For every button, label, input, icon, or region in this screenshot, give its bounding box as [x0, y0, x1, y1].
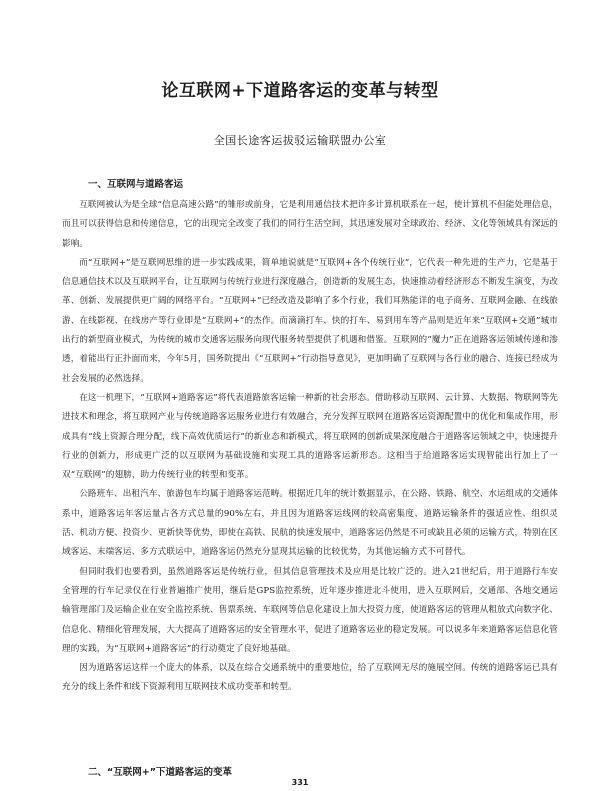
- section-heading-2: 二、“互联网+”下道路客运的变革: [88, 767, 232, 778]
- section-heading-1: 一、互联网与道路客运: [88, 179, 184, 190]
- paragraph: 而“互联网+”是互联网思维的进一步实践成果，简单地说就是“互联网+各个传统行业”，它代表一种先进的生产力，它是基于信息通信技术以及互联网平台，让互联网与传统行业进行深度融合，创造新的发展生态，快速推动着经济形态不断发生演变，为改革、创新、发展提供更广阔的网络平台。“互联网+”已经改造及影响了多个行业，我们耳熟能详的电子商务、互联网金融、在线旅游、在线影视、在线房产等行业即是“互联网+”的杰作。而滴滴打车、快的打车、易到用车等产品则是近年来“互联网+交通”城市出行的新型商业模式，为传统的城市交通客运服务向现代服务转型提供了机遇和借鉴。互联网的“魔力”正在道路客运领域传递和渗透，着能出行正扑面而来，今年5月，国务院提出《“互联网+”行动指导意见》，更加明确了互联网与各行业的融合、连接已经成为社会发展的必然选择。: [62, 257, 558, 384]
- paper-title: 论互联网+下道路客运的变革与转型: [161, 81, 439, 101]
- body-text: [62, 196, 558, 698]
- paragraph: 在这一机理下，“互联网+道路客运”将代表道路旅客运输一种新的社会形态。借助移动互联网、云计算、大数据、物联网等先进技术和理念，将互联网产业与传统道路客运服务业进行有效融合，充分发挥互联网在道路客运资源配置中的优化和集成作用，形成具有“线上资源合理分配，线下高效优质运行”的新业态和新模式，将互联网的创新成果深度融合于道路客运领域之中，快速提升行业的创新力，形成更广泛的以互联网为基础设施和实现工具的道路客运新形态。这相当于给道路客运实现智能出行加上了一双“互联网”的翅膀，助力传统行业的转型和变革。: [62, 392, 558, 481]
- author-line: 全国长途客运拔驳运输联盟办公室: [213, 134, 387, 147]
- page-number: 331: [291, 778, 309, 787]
- paragraph: 因为道路客运这样一个庞大的体系，以及在综合交通系统中的重要地位，给了互联网无尽的施展空间。传统的道路客运已具有充分的线上条件和线下资源利用互联网技术成功变革和转型。: [62, 663, 558, 693]
- paragraph: 互联网被认为是全球“信息高速公路”的雏形或前身，它是利用通信技术把许多计算机联系在一起，使计算机不但能处理信息，而且可以获得信息和传递信息，它的出现完全改变了我们的同行生活空间，其迅速发展对全球政治、经济、文化等领域具有深远的影响。: [62, 200, 558, 249]
- paragraph: 公路班车、出租汽车、旅游包车均属于道路客运范畴。根据近几年的统计数据显示，在公路、铁路、航空、水运组成的交通体系中，道路客运年客运量占各方式总量的90%左右，并且因为道路客运线网的较高密集度、道路运输条件的强适应性、组织灵活、机动方便、投资少、更新快等优势，即使在高铁、民航的快速发展中，道路客运仍然是不可或缺且必须的运输方式，特别在区域客运、末端客运、多方式联运中，道路客运仍然充分显现其运输的比较优势，为其他运输方式不可替代。: [62, 489, 558, 558]
- paragraph: 但同时我们也要看到，虽然道路客运是传统行业，但其信息管理技术及应用是比较广泛的。进入21世纪后，用于道路行车安全管理的行车记录仪在行业普遍推广使用，继后是GPS监控系统，近年逐步推进北斗使用，进入互联网后，交通部、各地交通运输管理部门及运输企业在安全监控系统、售票系统、车联网等信息化建设上加大投资力度，使道路客运的管理从粗放式向数字化、信息化、精细化管理发展，大大提高了道路客运的安全管理水平，促进了道路客运业的稳定发展。可以说多年来道路客运信息化管理的实践，为“互联网+道路客运”的行动奠定了良好地基础。: [62, 566, 558, 654]
